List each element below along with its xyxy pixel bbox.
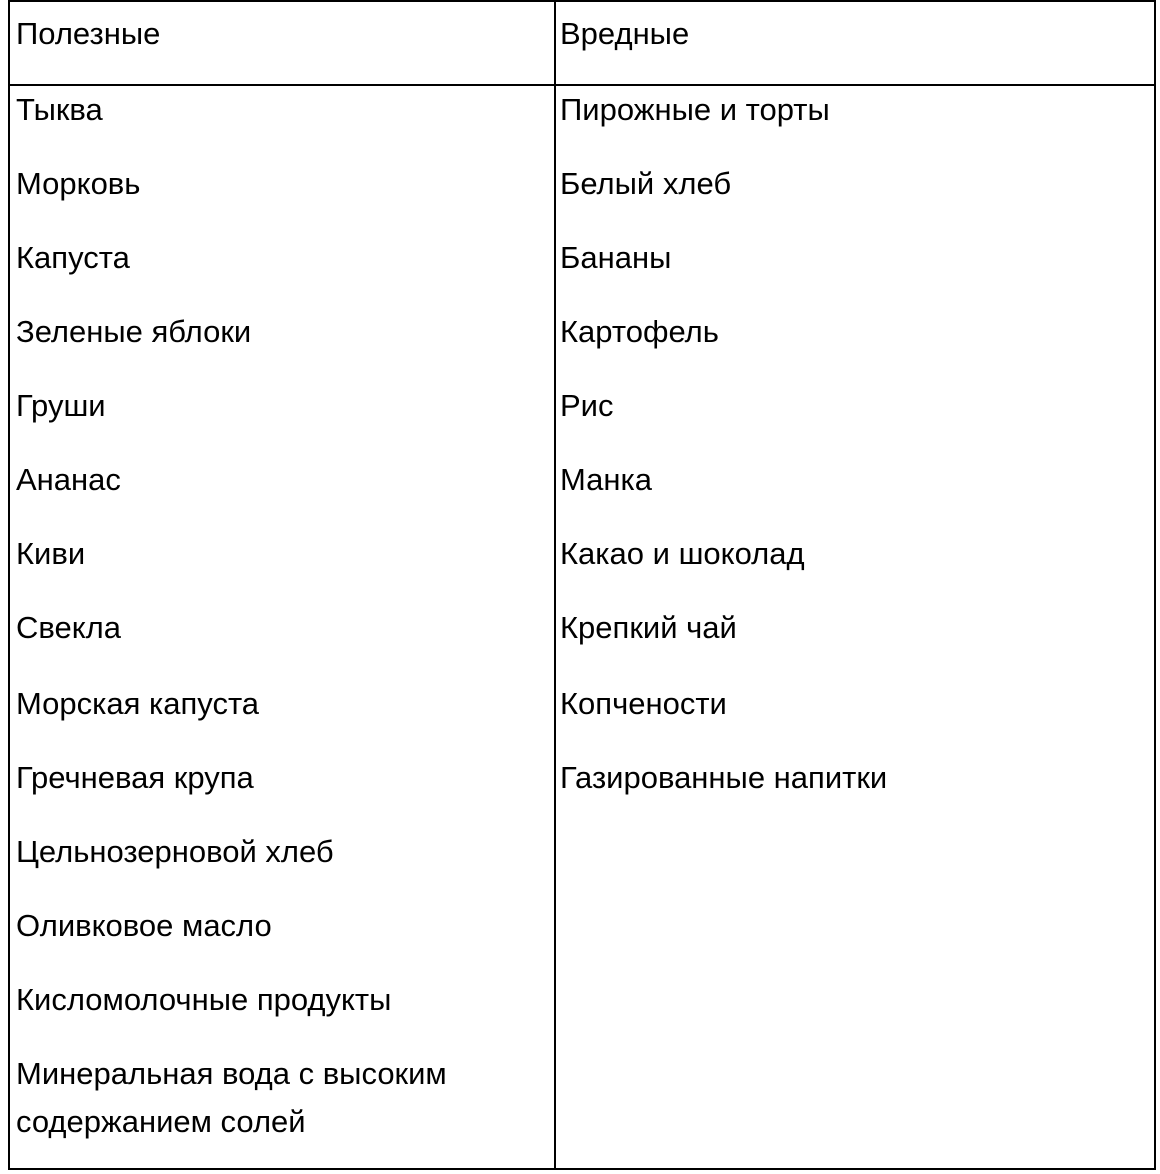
harmful-item: Копчености xyxy=(560,686,727,721)
useful-item: Груши xyxy=(16,388,106,423)
harmful-item: Какао и шоколад xyxy=(560,536,805,571)
useful-item: Цельнозерновой хлеб xyxy=(16,834,334,869)
harmful-item: Бананы xyxy=(560,240,672,275)
useful-item: Минеральная вода с высоким содержанием солей xyxy=(16,1056,447,1139)
useful-item: Морковь xyxy=(16,166,141,201)
useful-item: Тыква xyxy=(16,92,103,127)
useful-item: Зеленые яблоки xyxy=(16,314,252,349)
harmful-item: Манка xyxy=(560,462,653,497)
useful-item: Гречневая крупа xyxy=(16,760,254,795)
column-divider xyxy=(554,2,556,1168)
harmful-item: Пирожные и торты xyxy=(560,92,830,127)
header-useful: Полезные xyxy=(16,16,161,51)
useful-item: Свекла xyxy=(16,610,121,645)
harmful-item: Белый хлеб xyxy=(560,166,732,201)
header-divider xyxy=(10,84,1154,86)
useful-item: Оливковое масло xyxy=(16,908,272,943)
harmful-item: Рис xyxy=(560,388,614,423)
harmful-item: Газированные напитки xyxy=(560,760,888,795)
harmful-item: Крепкий чай xyxy=(560,610,737,645)
useful-item: Морская капуста xyxy=(16,686,260,721)
useful-item: Кисломолочные продукты xyxy=(16,982,392,1017)
useful-item: Киви xyxy=(16,536,86,571)
useful-item: Ананас xyxy=(16,462,121,497)
harmful-item: Картофель xyxy=(560,314,719,349)
food-table xyxy=(8,0,1156,1170)
header-harmful: Вредные xyxy=(560,16,690,51)
useful-item: Капуста xyxy=(16,240,130,275)
